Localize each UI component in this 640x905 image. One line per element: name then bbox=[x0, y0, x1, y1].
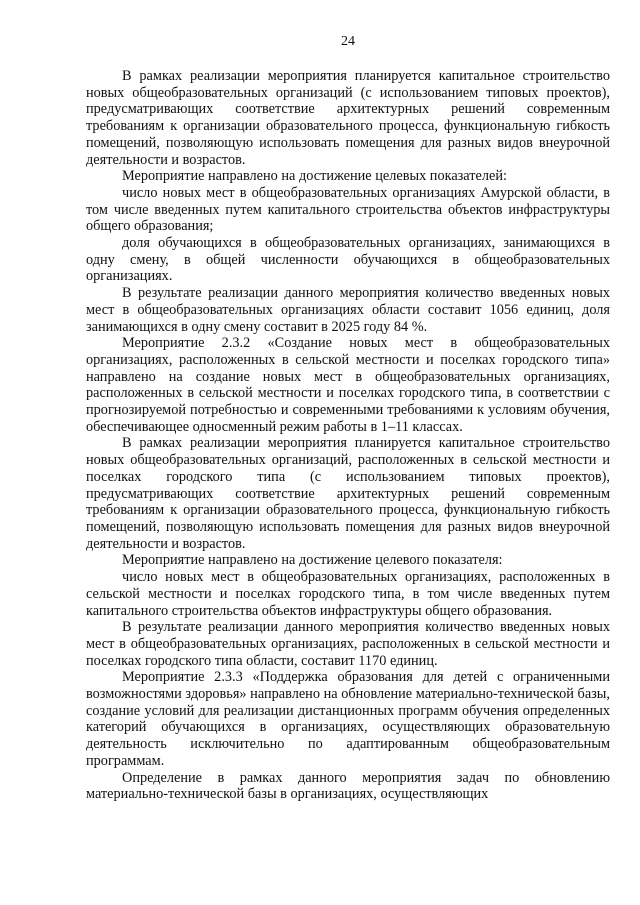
paragraph-8: Мероприятие направлено на достижение целевого показателя: bbox=[122, 552, 503, 569]
paragraph-7: В рамках реализации мероприятия планируется капитальное строительство новых общеобразовательных организаций, расположенных в сельской местности и поселках городского типа (с использованием типовых проектов), предусматривающих соответствие архитектурных решений современным требованиям к организации образовательного процесса, функциональную гибкость помещений, позволяющую использовать помещения для разных видов внеурочной деятельности и возрастов. bbox=[86, 435, 610, 552]
paragraph-10: В результате реализации данного мероприятия количество введенных новых мест в общеобразовательных организациях, расположенных в сельской местности и поселках городского типа области, составит 1170 единиц. bbox=[86, 619, 610, 669]
paragraph-9: число новых мест в общеобразовательных организациях, расположенных в сельской местности и поселках городского типа, в том числе введенных путем капитального строительства объектов инфраструктуры общего образования. bbox=[86, 569, 610, 619]
paragraph-2: Мероприятие направлено на достижение целевых показателей: bbox=[122, 168, 507, 185]
page-number: 24 bbox=[341, 34, 355, 49]
paragraph-11: Мероприятие 2.3.3 «Поддержка образования для детей с ограниченными возможностями здоровья» направлено на обновление материально-технической базы, создание условий для реализации дистанционных программ обучения определенных категорий обучающихся в организациях, осуществляющих образовательную деятельность исключительно по адаптированным общеобразовательным программам. bbox=[86, 669, 610, 769]
paragraph-5: В результате реализации данного мероприятия количество введенных новых мест в общеобразовательных организациях области составит 1056 единиц, доля занимающихся в одну смену составит в 2025 году 84 %. bbox=[86, 285, 610, 335]
paragraph-6: Мероприятие 2.3.2 «Создание новых мест в общеобразовательных организациях, расположенных в сельской местности и поселках городского типа» направлено на создание новых мест в общеобразовательных организациях, расположенных в сельской местности и поселках городского типа, в соответствии с прогнозируемой потребностью и современными требованиями к условиям обучения, обеспечивающее односменный режим работы в 1–11 классах. bbox=[86, 335, 610, 435]
paragraph-12: Определение в рамках данного мероприятия задач по обновлению материально-технической базы в организациях, осуществляющих bbox=[86, 769, 610, 803]
paragraph-3: число новых мест в общеобразовательных организациях Амурской области, в том числе введенных путем капитального строительства объектов инфраструктуры общего образования; bbox=[86, 184, 610, 235]
paragraph-4: доля обучающихся в общеобразовательных организациях, занимающихся в одну смену, в общей численности обучающихся в общеобразовательных организациях. bbox=[86, 235, 610, 285]
paragraph-1: В рамках реализации мероприятия планируется капитальное строительство новых общеобразовательных организаций (с использованием типовых проектов), предусматривающих соответствие архитектурных решений современным требованиям к организации образовательного процесса, функциональную гибкость помещений, позволяющую использовать помещения для разных видов внеурочной деятельности и возрастов. bbox=[86, 68, 610, 168]
